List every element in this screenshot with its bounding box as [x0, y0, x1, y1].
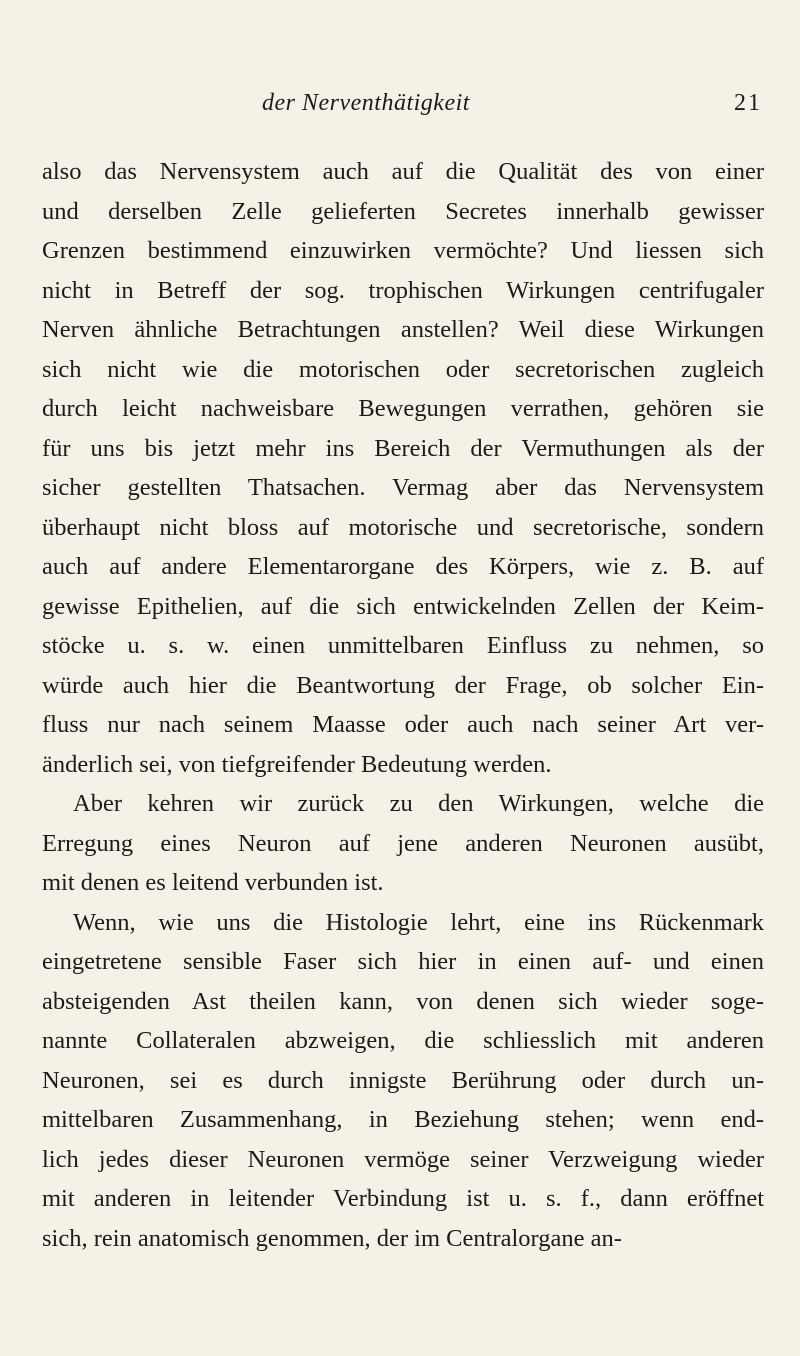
- text-line: nicht in Betreff der sog. trophischen Wirkungen centrifugaler: [42, 276, 764, 304]
- text-line: Nerven ähnliche Betrachtungen anstellen? Weil diese Wirkungen: [42, 316, 764, 343]
- running-head: [262, 90, 772, 130]
- text-line: durch leicht nachweisbare Bewegungen verrathen, gehören sie: [42, 395, 764, 422]
- text-line: würde auch hier die Beantwortung der Frage, ob solcher Ein-: [42, 671, 764, 699]
- text-line: sicher gestellten Thatsachen. Vermag aber das Nervensystem: [42, 474, 764, 501]
- text-line: für uns bis jetzt mehr ins Bereich der Vermuthungen als der: [42, 434, 764, 462]
- text-line: nannte Collateralen abzweigen, die schliesslich mit anderen: [42, 1027, 764, 1054]
- body-text: [42, 152, 764, 1258]
- text-line: mittelbaren Zusammenhang, in Beziehung stehen; wenn end-: [42, 1106, 764, 1133]
- text-line: gewisse Epithelien, auf die sich entwickelnden Zellen der Keim-: [42, 592, 764, 620]
- text-line: änderlich sei, von tiefgreifender Bedeutung werden.: [42, 750, 552, 778]
- text-line: mit denen es leitend verbunden ist.: [42, 869, 384, 896]
- paragraph-2: [42, 784, 764, 903]
- paragraph-1: [42, 152, 764, 784]
- text-line: eingetretene sensible Faser sich hier in einen auf- und einen: [42, 948, 764, 975]
- text-line: stöcke u. s. w. einen unmittelbaren Einfluss zu nehmen, so: [42, 632, 764, 659]
- text-line: Neuronen, sei es durch innigste Berührung oder durch un-: [42, 1066, 764, 1094]
- text-line: auch auf andere Elementarorgane des Körpers, wie z. B. auf: [42, 553, 764, 580]
- text-line: sich nicht wie die motorischen oder secretorischen zugleich: [42, 355, 764, 383]
- page-number: 21: [734, 90, 762, 116]
- text-line: überhaupt nicht bloss auf motorische und secretorische, sondern: [42, 513, 764, 541]
- paragraph-3: [42, 903, 764, 1259]
- text-line: mit anderen in leitender Verbindung ist u. s. f., dann eröffnet: [42, 1185, 764, 1212]
- running-title: der Nerventhätigkeit: [262, 90, 470, 116]
- text-line: Erregung eines Neuron auf jene anderen Neuronen ausübt,: [42, 829, 764, 857]
- text-line: sich, rein anatomisch genommen, der im Centralorgane an-: [42, 1224, 622, 1252]
- text-line: und derselben Zelle gelieferten Secretes innerhalb gewisser: [42, 197, 764, 225]
- text-line: lich jedes dieser Neuronen vermöge seiner Verzweigung wieder: [42, 1145, 764, 1173]
- text-line: Grenzen bestimmend einzuwirken vermöchte? Und liessen sich: [42, 237, 764, 264]
- text-line: absteigenden Ast theilen kann, von denen sich wieder soge-: [42, 987, 764, 1015]
- text-line: Wenn, wie uns die Histologie lehrt, eine ins Rückenmark: [73, 908, 764, 936]
- text-line: also das Nervensystem auch auf die Qualität des von einer: [42, 158, 764, 185]
- text-line: Aber kehren wir zurück zu den Wirkungen, welche die: [73, 790, 764, 817]
- text-line: fluss nur nach seinem Maasse oder auch nach seiner Art ver-: [42, 711, 764, 738]
